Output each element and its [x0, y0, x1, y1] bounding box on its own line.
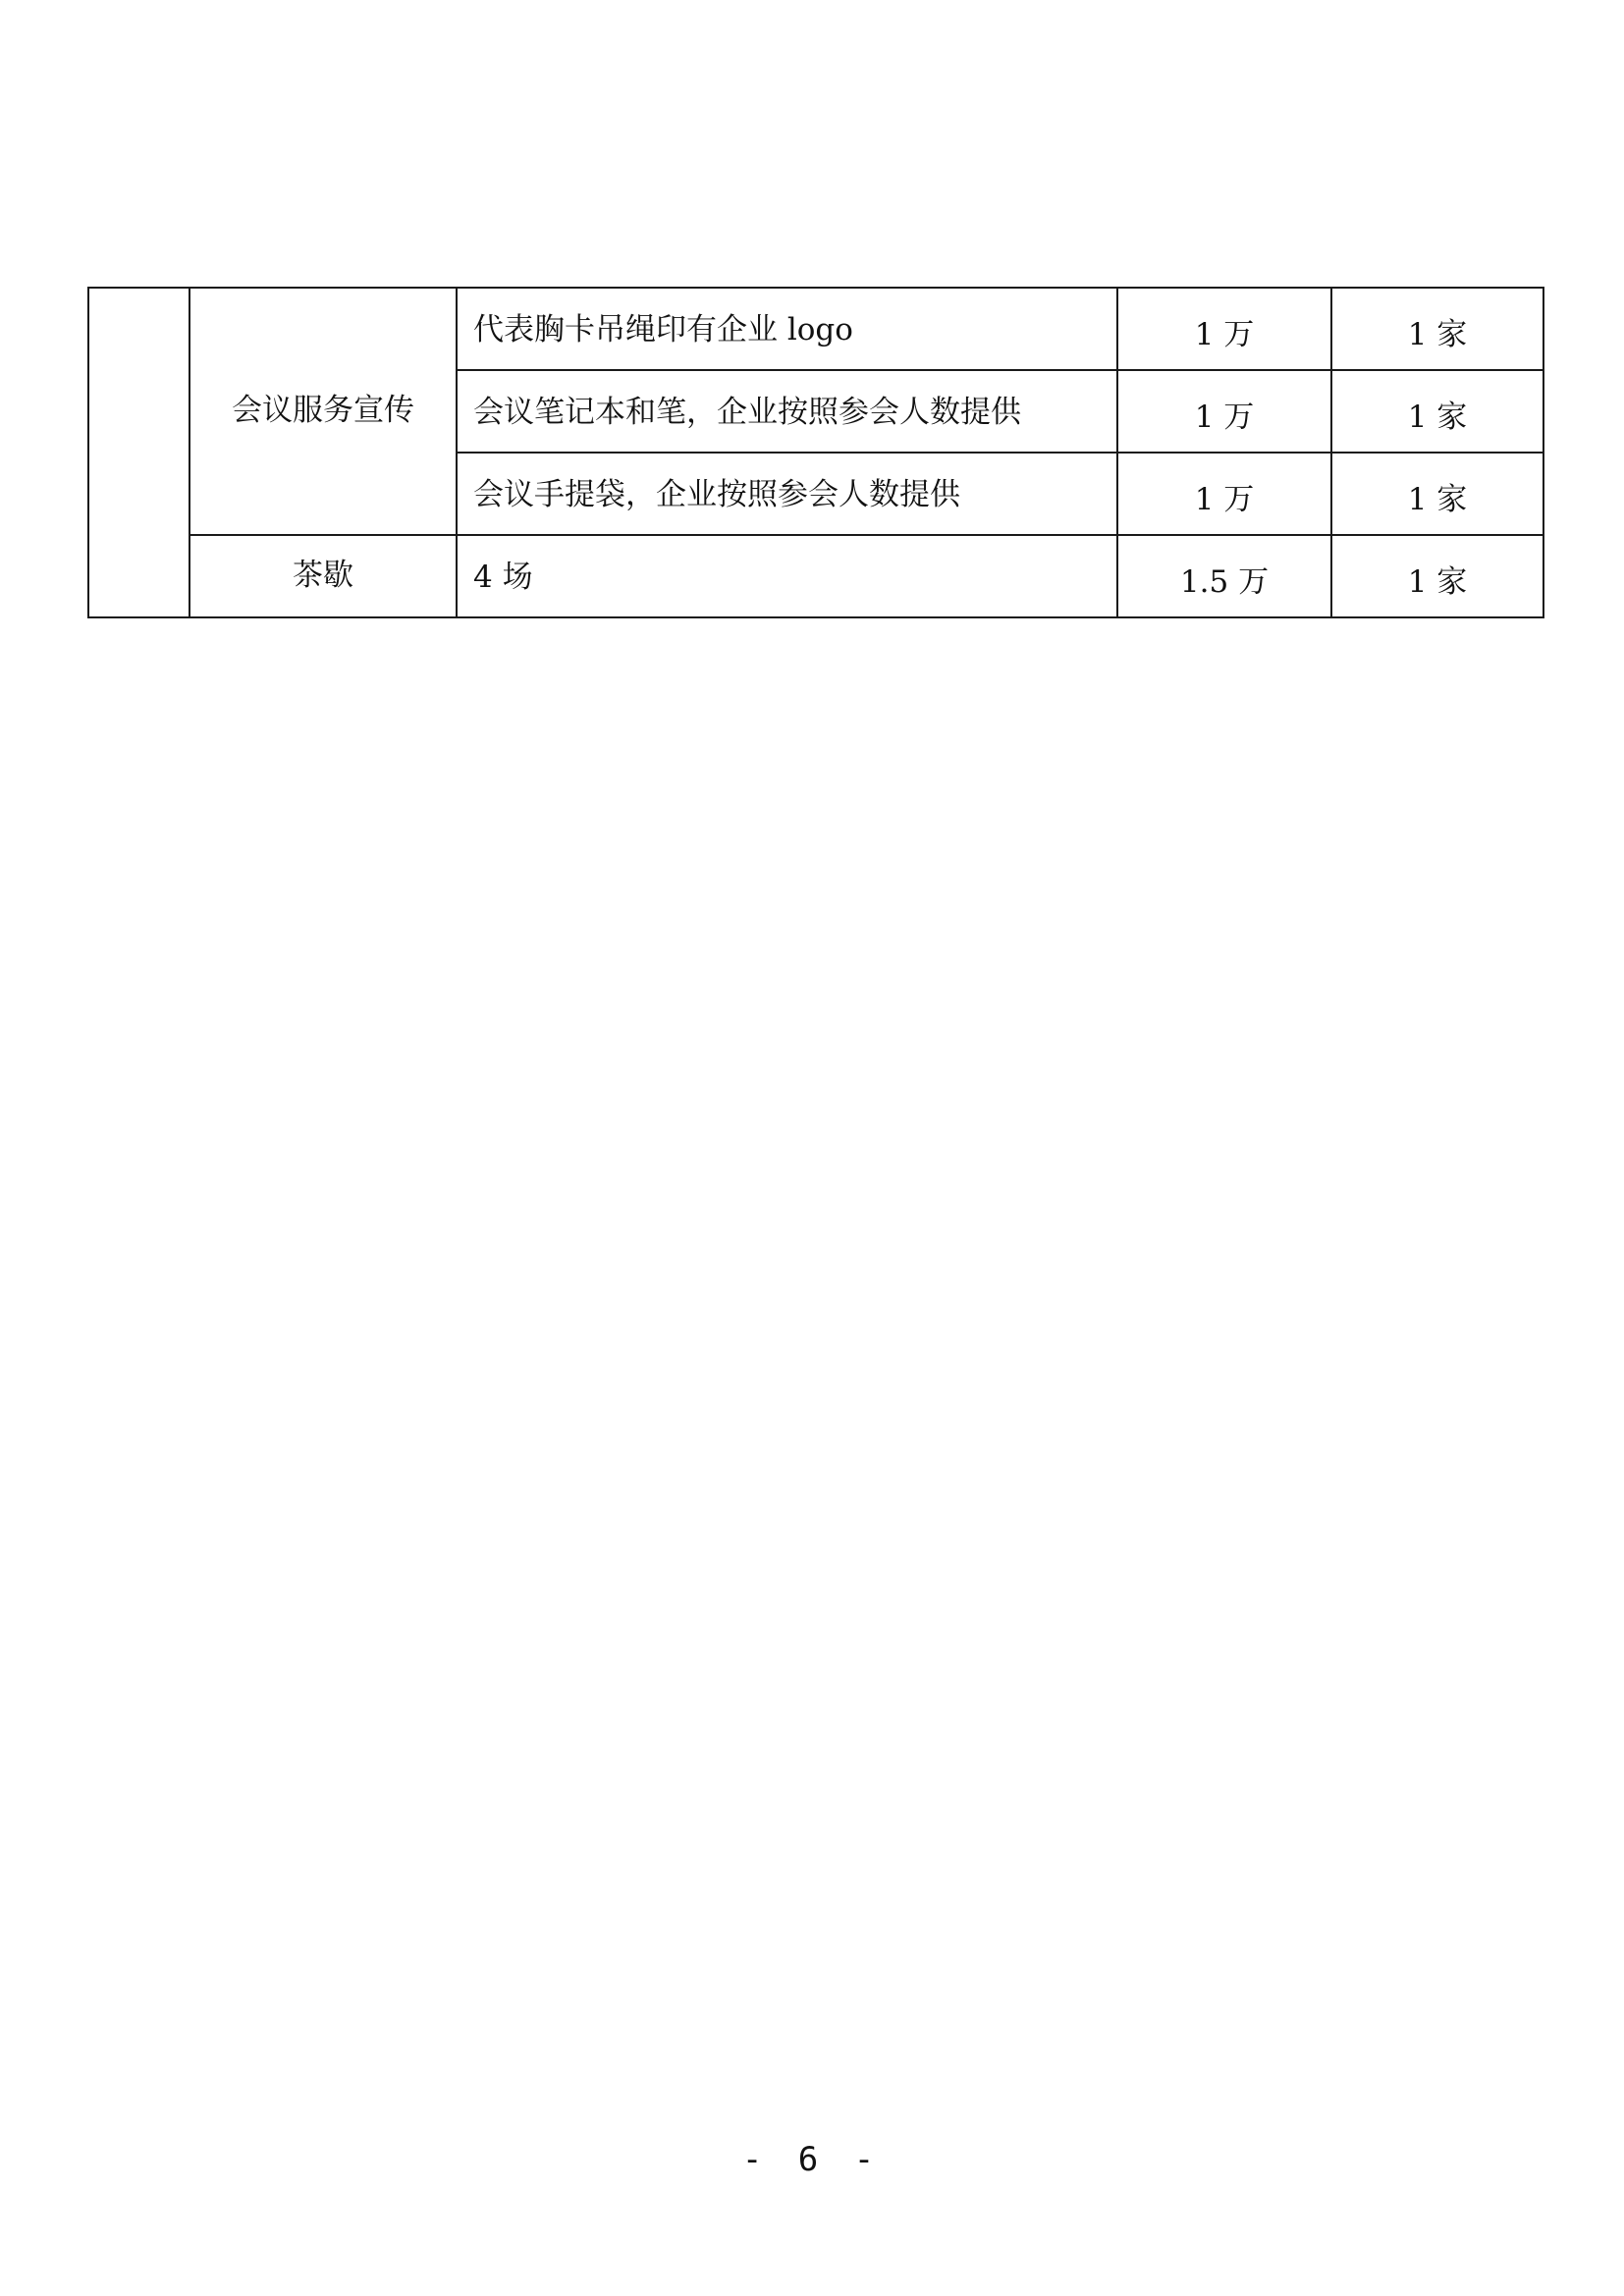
amount-cell: 1 万 — [1117, 370, 1331, 453]
description-cell: 会议手提袋，企业按照参会人数提供 — [457, 453, 1117, 535]
table-row — [88, 535, 1543, 617]
quota-cell: 1 家 — [1331, 370, 1543, 453]
category-cell: 茶歇 — [189, 535, 457, 617]
quota-cell: 1 家 — [1331, 288, 1543, 370]
table-row — [88, 288, 1543, 370]
description-cell: 会议笔记本和笔，企业按照参会人数提供 — [457, 370, 1117, 453]
description-cell: 4 场 — [457, 535, 1117, 617]
description-cell: 代表胸卡吊绳印有企业 logo — [457, 288, 1117, 370]
quota-cell: 1 家 — [1331, 535, 1543, 617]
sponsorship-table — [87, 287, 1544, 618]
amount-cell: 1 万 — [1117, 288, 1331, 370]
page-number: - 6 - — [741, 2140, 883, 2179]
amount-cell: 1.5 万 — [1117, 535, 1331, 617]
amount-cell: 1 万 — [1117, 453, 1331, 535]
category-cell: 会议服务宣传 — [189, 288, 457, 535]
merged-first-column-cell — [88, 288, 189, 617]
quota-cell: 1 家 — [1331, 453, 1543, 535]
